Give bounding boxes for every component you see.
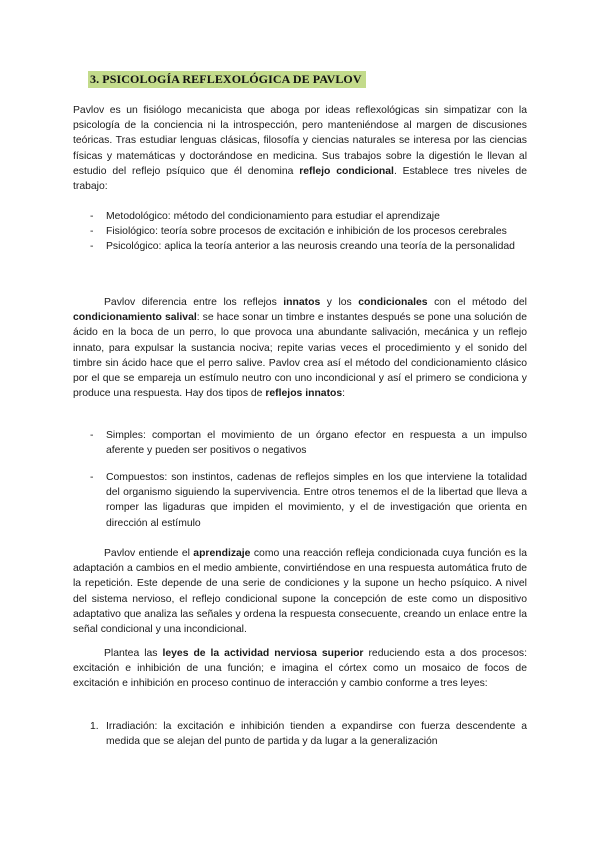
laws-list <box>73 719 527 749</box>
paragraph-reflexes <box>73 295 527 401</box>
text-run: como una reacción refleja condicionada cuya función es la adaptación a cambios en el medio ambiente, convirtiéndose en una respuesta automática fruto de la repetición. Este depende de una serie de condiciones y la supone un hecho psíquico. A nivel del sistema nervioso, el reflejo condicional supone la concepción de este como un dispositivo adaptativo que analiza las señales y ordena la respuesta consecuente, creando un enlace entre la señal condicional y una incondicional. <box>73 548 527 636</box>
text-run: Pavlov entiende el <box>104 548 194 559</box>
paragraph-laws <box>73 646 527 692</box>
text-run: : <box>342 388 346 400</box>
paragraph-learning <box>73 546 527 637</box>
term-aprendizaje: aprendizaje <box>193 548 251 559</box>
law-text: Irradiación: la excitación e inhibición tienden a expandirse con fuerza descendente a medida que se alejan del punto de partida y da lugar a la generalización <box>106 721 527 748</box>
list-item: - Simples: comportan el movimiento de un órgano efector en respuesta a un impulso aferente y pueden ser positivos o negativos <box>73 428 527 458</box>
list-item: - Metodológico: método del condicionamiento para estudiar el aprendizaje <box>73 209 527 224</box>
term-innatos: innatos <box>283 297 321 308</box>
innate-types-list <box>73 428 527 458</box>
section-heading-wrapper <box>88 70 366 88</box>
paragraph-intro <box>73 103 527 194</box>
innate-types-compound-wrapper <box>73 470 527 531</box>
text-run: : se hace sonar un timbre e instantes después se pone una solución de ácido en la boca de un perro, lo que provoca una abundante salivación, mecánica y un reflejo innato, para expulsar la sustancia nociva; repite varias veces el procedimiento y el sonido del timbre sin ácido hace que el perro salive. Pavlov crea así el método del condicionamiento clásico por el que se empareja un estímulo neutro con uno incondicional y así el primero se condiciona y produce una respuesta. Hay dos tipos de <box>73 312 527 400</box>
section-heading: 3. PSICOLOGÍA REFLEXOLÓGICA DE PAVLOV <box>88 71 366 88</box>
intro-text: Pavlov es un fisiólogo mecanicista que aboga por ideas reflexológicas sin simpatizar con la psicología de la conciencia ni la introspección, pero manteniéndose al margen de discusiones teóricas. Tras estudiar lenguas clásicas, filosofía y ciencias naturales se interesa por las ciencias físicas y matemáticas y doctorándose en medicina. Sus trabajos sobre la digestión le llevan al estudio del reflejo psíquico que él denomina <box>73 105 527 177</box>
list-item: - Fisiológico: teoría sobre procesos de excitación e inhibición de los procesos cerebrales <box>73 224 527 239</box>
term-condicionamiento-salival: condicionamiento salival <box>73 312 197 324</box>
laws-list-wrapper <box>73 719 527 749</box>
term-condicionales: condicionales <box>358 297 428 308</box>
text-run: con el método del <box>427 297 527 308</box>
list-item: - Psicológico: aplica la teoría anterior a las neurosis creando una teoría de la personalidad <box>73 239 527 254</box>
intro-tail: . Establece tres niveles de trabajo: <box>73 165 527 193</box>
term-leyes-actividad-nerviosa: leyes de la actividad nerviosa superior <box>162 648 364 659</box>
list-item: - Compuestos: son instintos, cadenas de reflejos simples en los que interviene la totalidad del organismo siguiendo la supervivencia. Entre otros tenemos el de la libertad que lleva a romper las ligaduras que impiden el movimiento, y el de investigación que orienta en dirección al estímulo <box>73 470 527 531</box>
list-number: 1. <box>90 721 99 732</box>
innate-types-simple-wrapper <box>73 428 527 458</box>
levels-list <box>73 209 527 255</box>
innate-types-list <box>73 470 527 531</box>
term-reflejo-condicional: reflejo condicional <box>299 165 394 177</box>
text-run: Plantea las <box>104 648 163 659</box>
levels-list-wrapper <box>73 209 527 255</box>
term-reflejos-innatos: reflejos innatos <box>265 388 343 400</box>
list-item <box>73 719 527 749</box>
text-run: y los <box>320 297 359 308</box>
text-run: reduciendo esta a dos procesos: excitación e inhibición de una función; e imagina el córtex como un mosaico de focos de excitación e inhibición en proceso continuo de interacción y cambio conforme a tres leyes: <box>73 648 527 690</box>
text-run: Pavlov diferencia entre los reflejos <box>104 297 284 308</box>
